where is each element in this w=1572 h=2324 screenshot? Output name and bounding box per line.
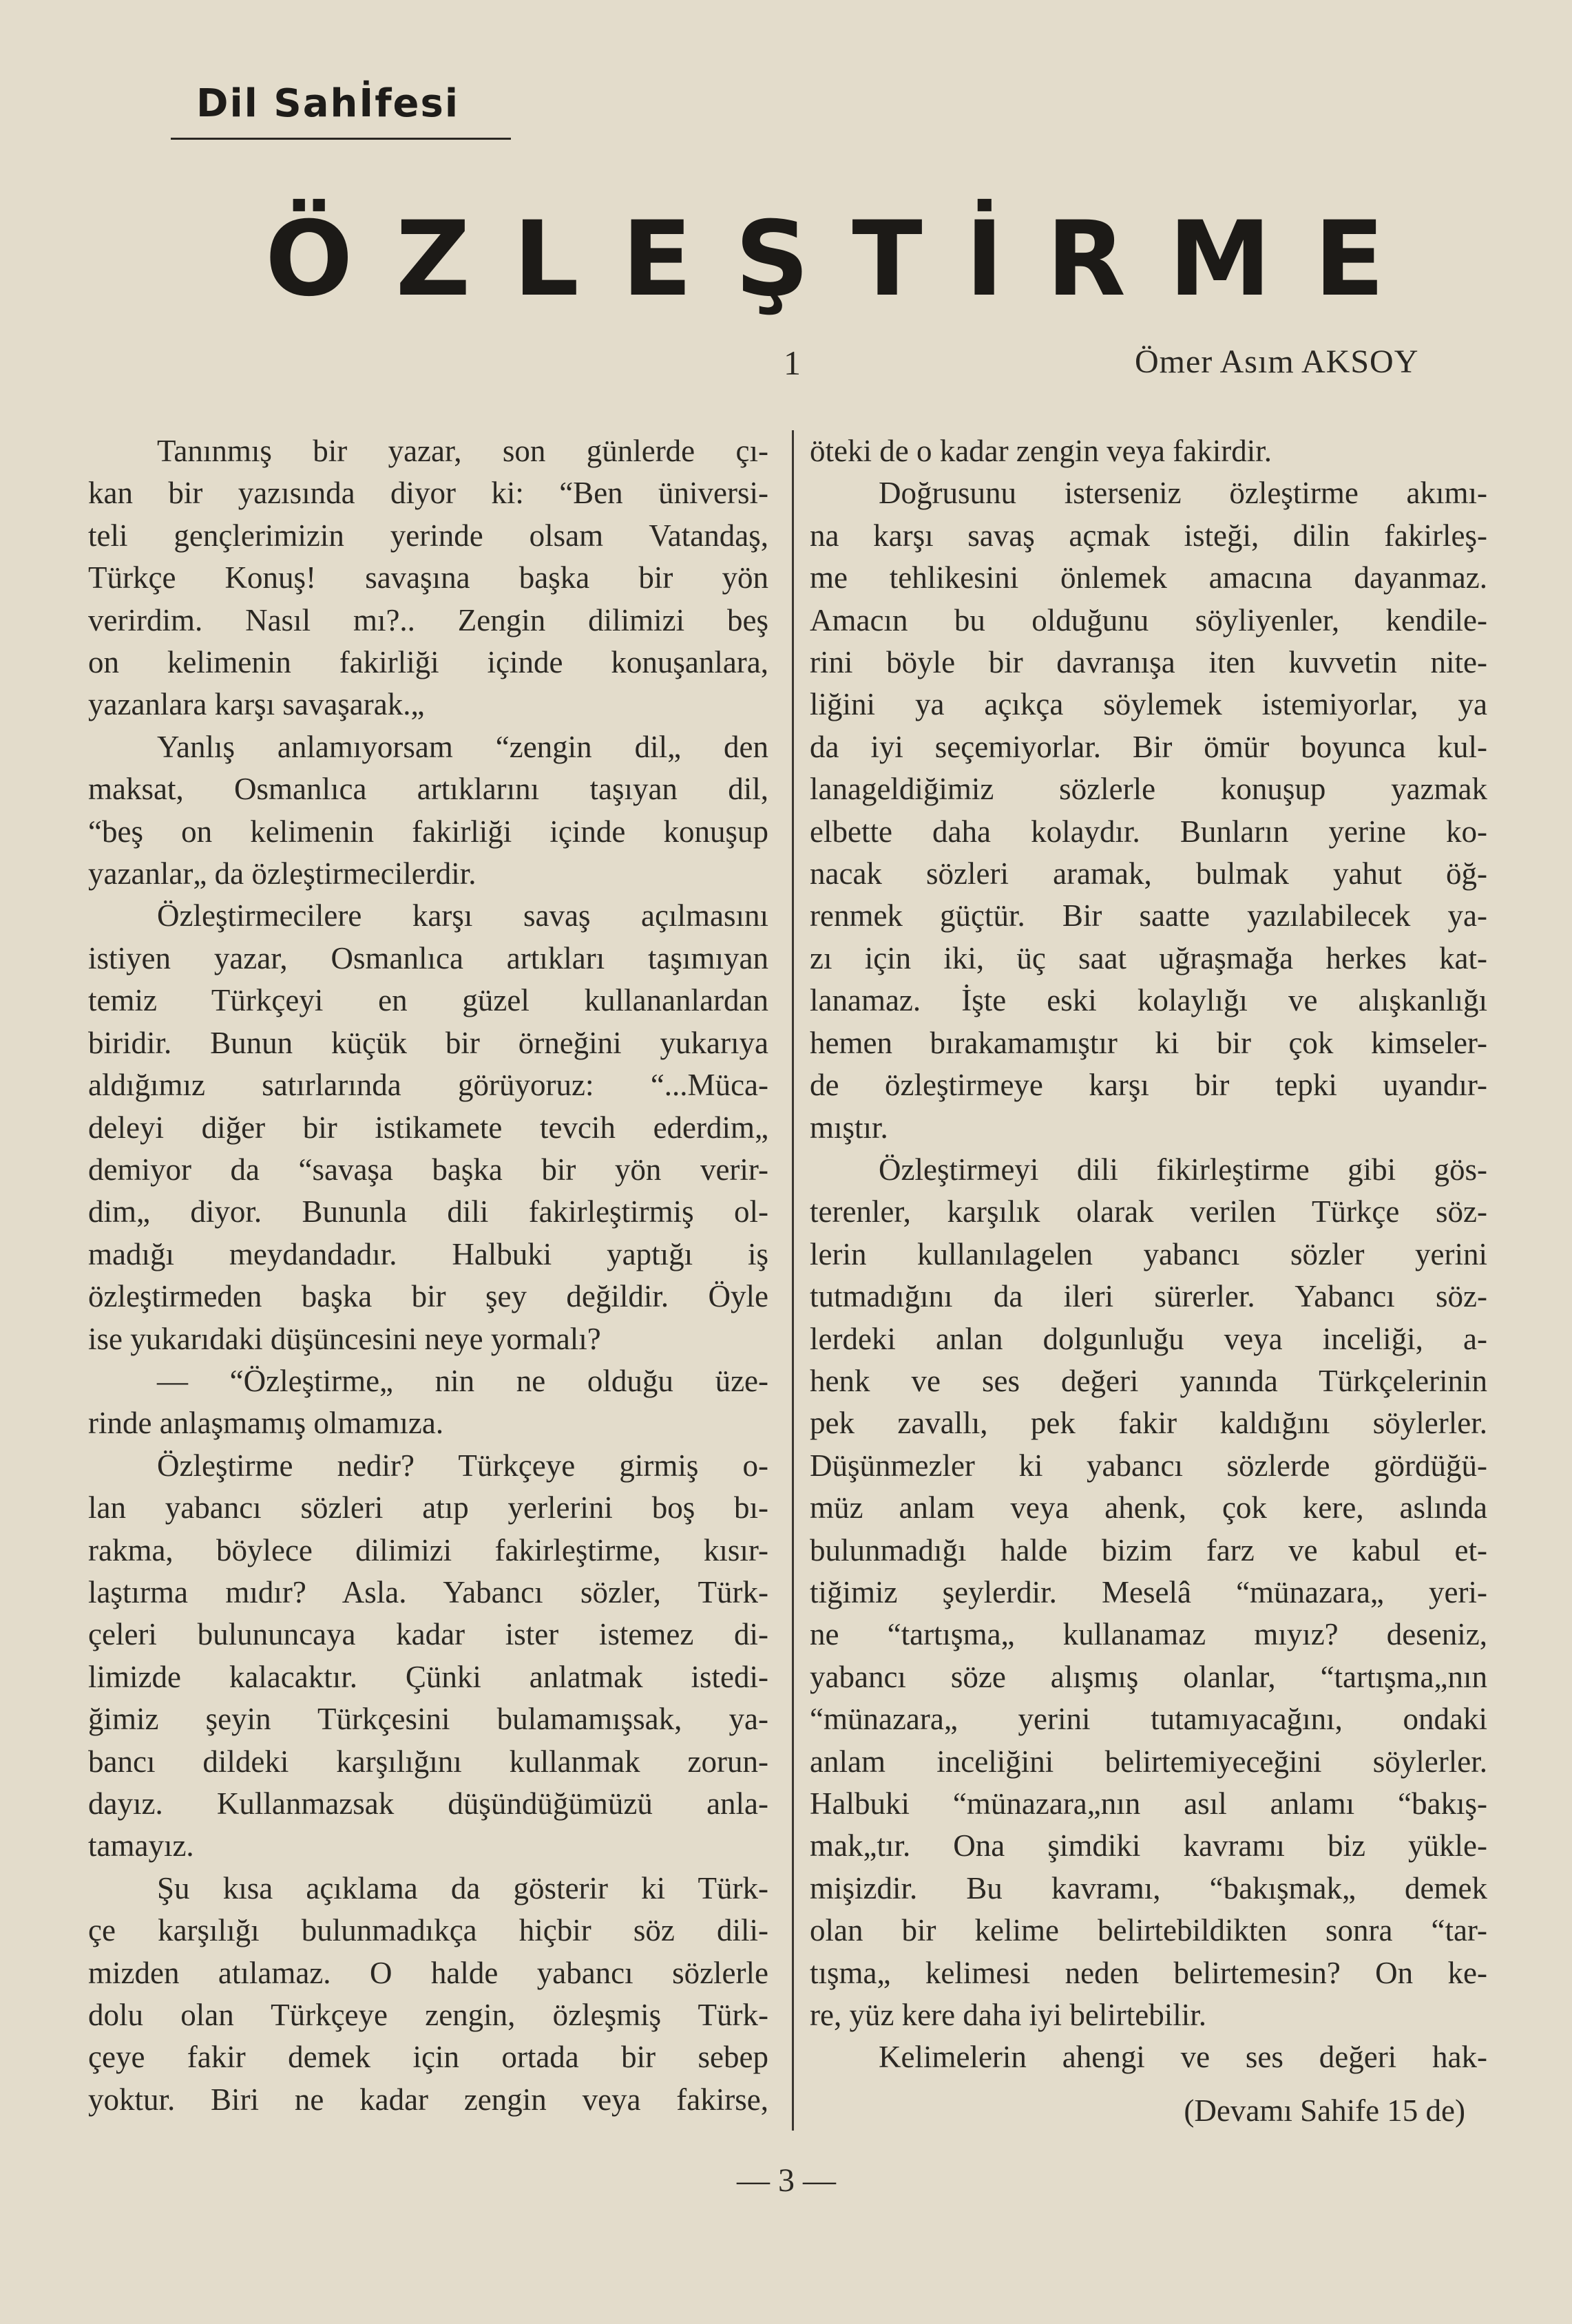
text-line: Halbuki “münazara„nın asıl anlamı “bakış- — [810, 1786, 1487, 1821]
text-line: lanageldiğimiz sözlerle konuşup yazmak — [810, 772, 1487, 807]
text-line: me tehlikesini önlemek amacına dayanmaz. — [810, 560, 1487, 595]
section-underline — [171, 138, 511, 140]
text-line: yabancı söze alışmış olanlar, “tartışma„nın — [810, 1659, 1487, 1694]
text-line: çeleri bulununcaya kadar ister istemez di- — [88, 1617, 768, 1652]
text-line: “münazara„ yerini tutamıyacağını, ondaki — [810, 1702, 1487, 1737]
text-line: kan bir yazısında diyor ki: “Ben üniversi- — [88, 476, 768, 511]
text-line: limizde kalacaktır. Çünki anlatmak istedi- — [88, 1659, 768, 1694]
text-line: Yanlış anlamıyorsam “zengin dil„ den — [157, 729, 768, 764]
text-line: istiyen yazar, Osmanlıca artıkları taşımıyan — [88, 940, 768, 975]
text-line: Özleştirmecilere karşı savaş açılmasını — [157, 898, 768, 933]
text-line: zı için iki, üç saat uğraşmağa herkes kat- — [810, 940, 1487, 975]
text-line: rakma, böylece dilimizi fakirleştirme, kısır- — [88, 1532, 768, 1567]
text-line: rinde anlaşmamış olmamıza. — [88, 1406, 444, 1441]
text-line: da iyi seçemiyorlar. Bir ömür boyunca kul- — [810, 729, 1487, 764]
text-line: aldığımız satırlarında görüyoruz: “...Müca- — [88, 1068, 768, 1103]
text-line: tamayız. — [88, 1828, 194, 1863]
text-line: verirdim. Nasıl mı?.. Zengin dilimizi beş — [88, 602, 768, 637]
text-line: anlam inceliğini belirtemiyeceğini söylerler. — [810, 1744, 1487, 1779]
text-line: müz anlam veya ahenk, çok kere, aslında — [810, 1490, 1487, 1525]
page-number: — 3 — — [737, 2162, 836, 2199]
text-line: lerin kullanılagelen yabancı sözler yerini — [810, 1236, 1487, 1271]
text-line: dim„ diyor. Bununla dili fakirleştirmiş ol- — [88, 1194, 768, 1229]
text-line: Türkçe Konuş! savaşına başka bir yön — [88, 560, 768, 595]
text-line: Şu kısa açıklama da gösterir ki Türk- — [157, 1870, 768, 1905]
text-line: henk ve ses değeri yanında Türkçelerinin — [810, 1363, 1487, 1398]
text-line: rini böyle bir davranışa iten kuvvetin nite- — [810, 645, 1487, 680]
text-line: yazanlar„ da özleştirmecilerdir. — [88, 856, 476, 891]
text-line: ğimiz şeyin Türkçesini bulamamışsak, ya- — [88, 1702, 768, 1737]
text-line: re, yüz kere daha iyi belirtebilir. — [810, 1998, 1207, 2033]
text-line: laştırma mıdır? Asla. Yabancı sözler, Türk- — [88, 1574, 768, 1609]
text-line: maksat, Osmanlıca artıklarını taşıyan dil, — [88, 772, 768, 807]
text-line: Amacın bu olduğunu söyliyenler, kendile- — [810, 602, 1487, 637]
text-line: demiyor da “savaşa başka bir yön verir- — [88, 1152, 768, 1187]
article-title: ÖZLEŞTİRME — [265, 200, 1427, 319]
text-line: teli gençlerimizin yerinde olsam Vatandaş, — [88, 518, 768, 553]
text-line: elbette daha kolaydır. Bunların yerine ko- — [810, 814, 1487, 849]
text-line: mıştır. — [810, 1110, 888, 1145]
text-line: on kelimenin fakirliği içinde konuşanlara, — [88, 645, 768, 680]
text-line: lan yabancı sözleri atıp yerlerini boş bı- — [88, 1490, 768, 1525]
text-line: olan bir kelime belirtebildikten sonra “tar- — [810, 1913, 1487, 1948]
text-line: yazanlara karşı savaşarak.„ — [88, 687, 425, 722]
right-column — [810, 430, 1487, 2079]
text-line: deleyi diğer bir istikamete tevcih ederdim„ — [88, 1110, 768, 1145]
part-number: 1 — [784, 344, 801, 382]
text-line: tiğimiz şeylerdir. Meselâ “münazara„ yeri- — [810, 1574, 1487, 1609]
text-line: dolu olan Türkçeye zengin, özleşmiş Türk- — [88, 1998, 768, 2033]
text-line: mizden atılamaz. O halde yabancı sözlerle — [88, 1955, 768, 1990]
text-line: nacak sözleri aramak, bulmak yahut öğ- — [810, 856, 1487, 891]
text-line: terenler, karşılık olarak verilen Türkçe söz- — [810, 1194, 1487, 1229]
text-line: bancı dildeki karşılığını kullanmak zorun- — [88, 1744, 768, 1779]
text-line: lerdeki anlan dolgunluğu veya inceliği, a- — [810, 1321, 1487, 1356]
text-line: “beş on kelimenin fakirliği içinde konuşup — [88, 814, 768, 849]
text-line: hemen bırakamamıştır ki bir çok kimseler- — [810, 1025, 1487, 1060]
text-line: Özleştirme nedir? Türkçeye girmiş o- — [157, 1448, 768, 1483]
text-line: Özleştirmeyi dili fikirleştirme gibi gös- — [879, 1152, 1487, 1187]
text-line: yoktur. Biri ne kadar zengin veya fakirse, — [88, 2082, 768, 2117]
text-line: çeye fakir demek için ortada bir sebep — [88, 2040, 768, 2075]
author-name: Ömer Asım AKSOY — [1135, 344, 1419, 380]
text-line: na karşı savaş açmak isteği, dilin fakirleş- — [810, 518, 1487, 553]
column-divider — [792, 430, 794, 2131]
text-line: mişizdir. Bu kavramı, “bakışmak„ demek — [810, 1870, 1487, 1905]
text-line: çe karşılığı bulunmadıkça hiçbir söz dili- — [88, 1913, 768, 1948]
text-line: — “Özleştirme„ nin ne olduğu üze- — [157, 1363, 768, 1398]
text-line: dayız. Kullanmazsak düşündüğümüzü anla- — [88, 1786, 768, 1821]
left-column — [88, 430, 768, 2121]
text-line: renmek güçtür. Bir saatte yazılabilecek ya- — [810, 898, 1487, 933]
text-line: de özleştirmeye karşı bir tepki uyandır- — [810, 1068, 1487, 1103]
text-line: pek zavallı, pek fakir kaldığını söylerler. — [810, 1406, 1487, 1441]
text-line: temiz Türkçeyi en güzel kullananlardan — [88, 983, 768, 1018]
text-line: Düşünmezler ki yabancı sözlerde gördüğü- — [810, 1448, 1487, 1483]
text-line: ne “tartışma„ kullanamaz mıyız? deseniz, — [810, 1617, 1487, 1652]
text-line: Tanınmış bir yazar, son günlerde çı- — [157, 434, 768, 468]
text-line: bulunmadığı halde bizim farz ve kabul et- — [810, 1532, 1487, 1567]
text-line: tutmadığını da ileri sürerler. Yabancı söz- — [810, 1279, 1487, 1314]
text-line: Kelimelerin ahengi ve ses değeri hak- — [879, 2040, 1487, 2075]
text-line: biridir. Bunun küçük bir örneğini yukarıya — [88, 1025, 768, 1060]
text-line: liğini ya açıkça söylemek istemiyorlar, ya — [810, 687, 1487, 722]
text-line: ise yukarıdaki düşüncesini neye yormalı? — [88, 1321, 601, 1356]
text-line: lanamaz. İşte eski kolaylığı ve alışkanlığı — [810, 983, 1487, 1018]
continued-note: (Devamı Sahife 15 de) — [1184, 2093, 1465, 2128]
text-line: mak„tır. Ona şimdiki kavramı biz yükle- — [810, 1828, 1487, 1863]
text-line: özleştirmeden başka bir şey değildir. Öyle — [88, 1279, 768, 1314]
text-line: Doğrusunu isterseniz özleştirme akımı- — [879, 476, 1487, 511]
text-line: tışma„ kelimesi neden belirtemesin? On ke- — [810, 1955, 1487, 1990]
text-line: öteki de o kadar zengin veya fakirdir. — [810, 434, 1272, 468]
section-label: Dil Sahİfesi — [196, 81, 460, 126]
text-line: madığı meydandadır. Halbuki yaptığı iş — [88, 1236, 768, 1271]
